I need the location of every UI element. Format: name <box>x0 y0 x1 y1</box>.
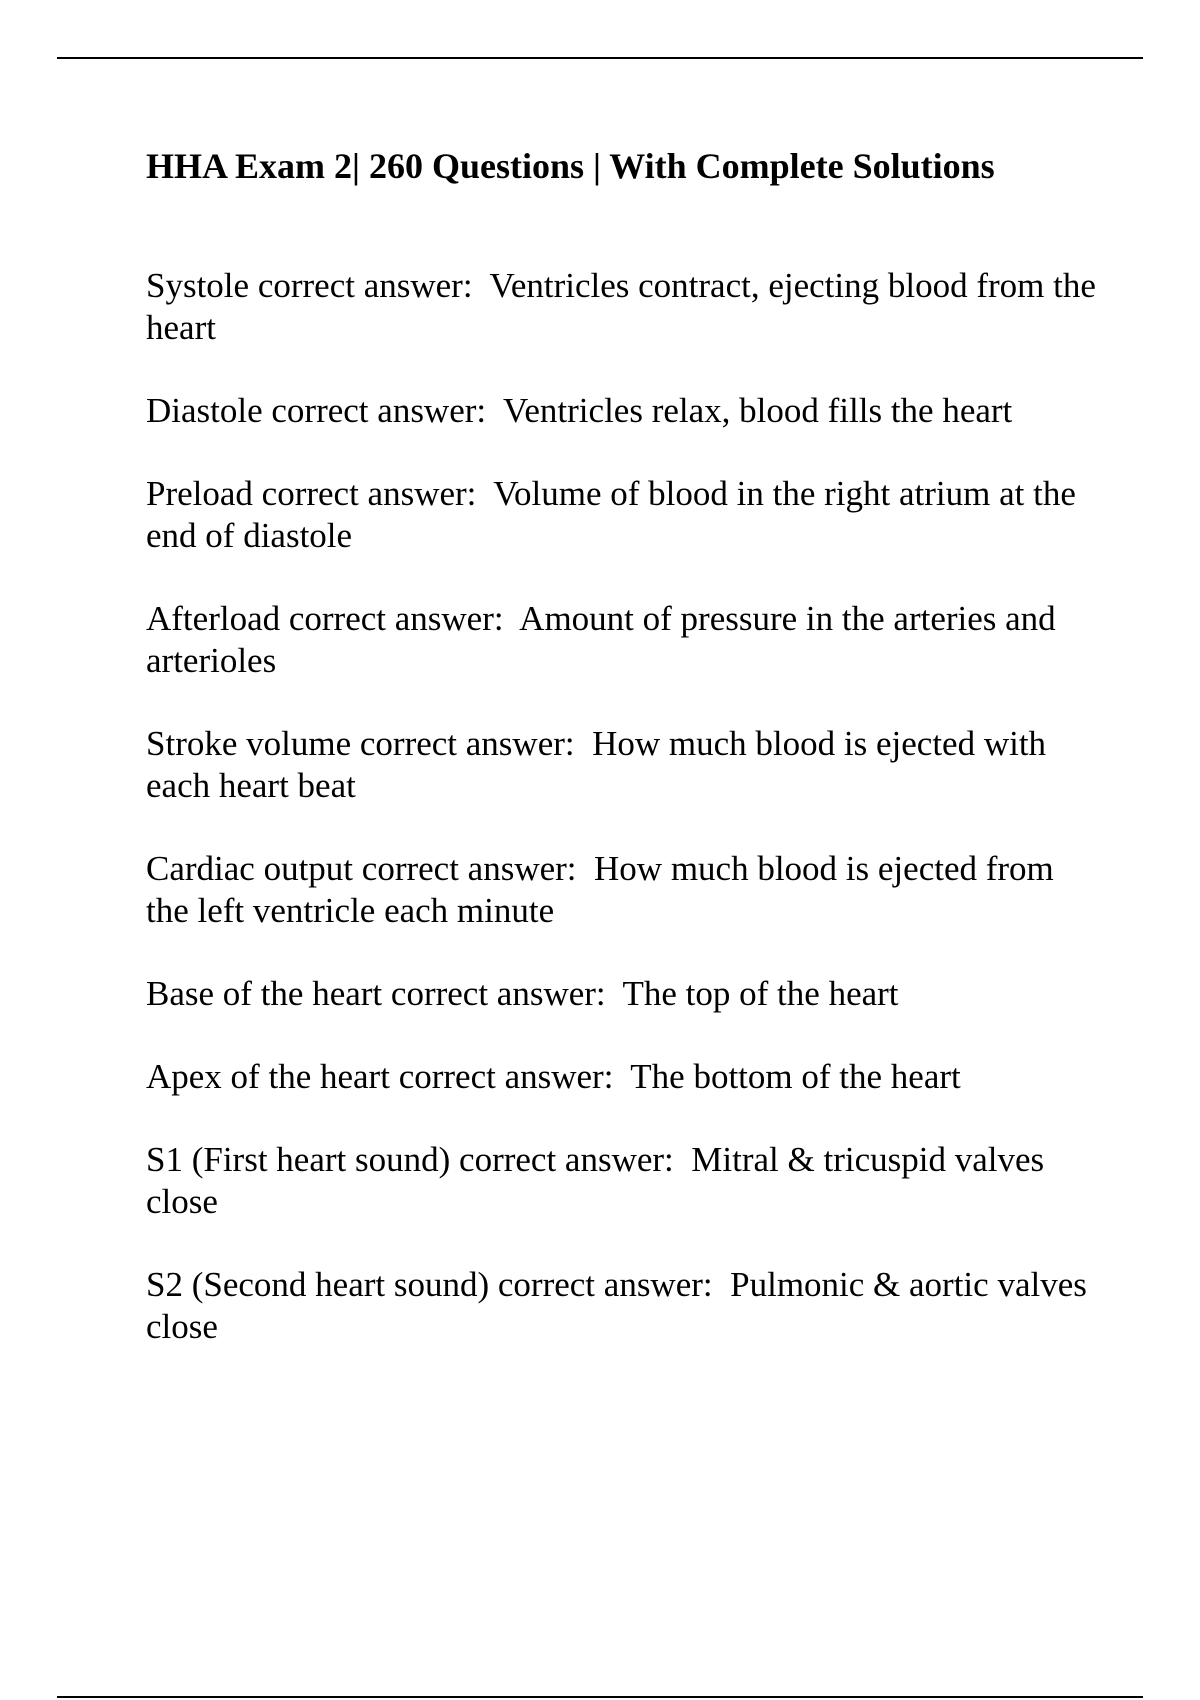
qa-answer: Pulmonic & aortic valves close <box>146 1265 1087 1346</box>
qa-answer: How much blood is ejected from the left ventricle each minute <box>146 849 1054 930</box>
qa-item <box>146 973 1096 1015</box>
qa-term: Diastole <box>146 391 263 430</box>
qa-term: Apex of the heart <box>146 1057 390 1096</box>
qa-answer: How much blood is ejected with each heart beat <box>146 724 1047 805</box>
top-rule <box>57 57 1143 59</box>
qa-item <box>146 473 1096 557</box>
qa-term: S1 (First heart sound) <box>146 1140 451 1179</box>
qa-term: Base of the heart <box>146 974 383 1013</box>
qa-label: correct answer: <box>288 599 504 638</box>
bottom-rule <box>57 1696 1143 1698</box>
qa-term: Stroke volume <box>146 724 352 763</box>
qa-label: correct answer: <box>497 1265 713 1304</box>
qa-answer: Ventricles relax, blood fills the heart <box>503 391 1013 430</box>
qa-item <box>146 1264 1096 1348</box>
qa-answer: The top of the heart <box>622 974 899 1013</box>
qa-answer: Mitral & tricuspid valves close <box>146 1140 1045 1221</box>
qa-item <box>146 723 1096 807</box>
qa-item <box>146 1139 1096 1223</box>
qa-item <box>146 848 1096 932</box>
qa-item <box>146 1056 1096 1098</box>
document-title: HHA Exam 2| 260 Questions | With Complete Solutions <box>146 146 995 186</box>
qa-term: Cardiac output <box>146 849 354 888</box>
qa-item <box>146 390 1096 432</box>
qa-label: correct answer: <box>257 266 473 305</box>
qa-answer: Ventricles contract, ejecting blood from the heart <box>146 266 1096 347</box>
qa-label: correct answer: <box>359 724 575 763</box>
qa-answer: The bottom of the heart <box>630 1057 961 1096</box>
qa-label: correct answer: <box>390 974 606 1013</box>
qa-label: correct answer: <box>261 474 477 513</box>
qa-label: correct answer: <box>398 1057 614 1096</box>
qa-label: correct answer: <box>271 391 487 430</box>
qa-term: S2 (Second heart sound) <box>146 1265 490 1304</box>
qa-label: correct answer: <box>361 849 577 888</box>
qa-label: correct answer: <box>459 1140 674 1179</box>
qa-item <box>146 265 1096 349</box>
qa-item <box>146 598 1096 682</box>
qa-term: Preload <box>146 474 253 513</box>
qa-term: Systole <box>146 266 250 305</box>
qa-answer: Amount of pressure in the arteries and arterioles <box>146 599 1056 680</box>
qa-term: Afterload <box>146 599 281 638</box>
document-body <box>146 144 1096 1389</box>
qa-answer: Volume of blood in the right atrium at the end of diastole <box>146 474 1076 555</box>
